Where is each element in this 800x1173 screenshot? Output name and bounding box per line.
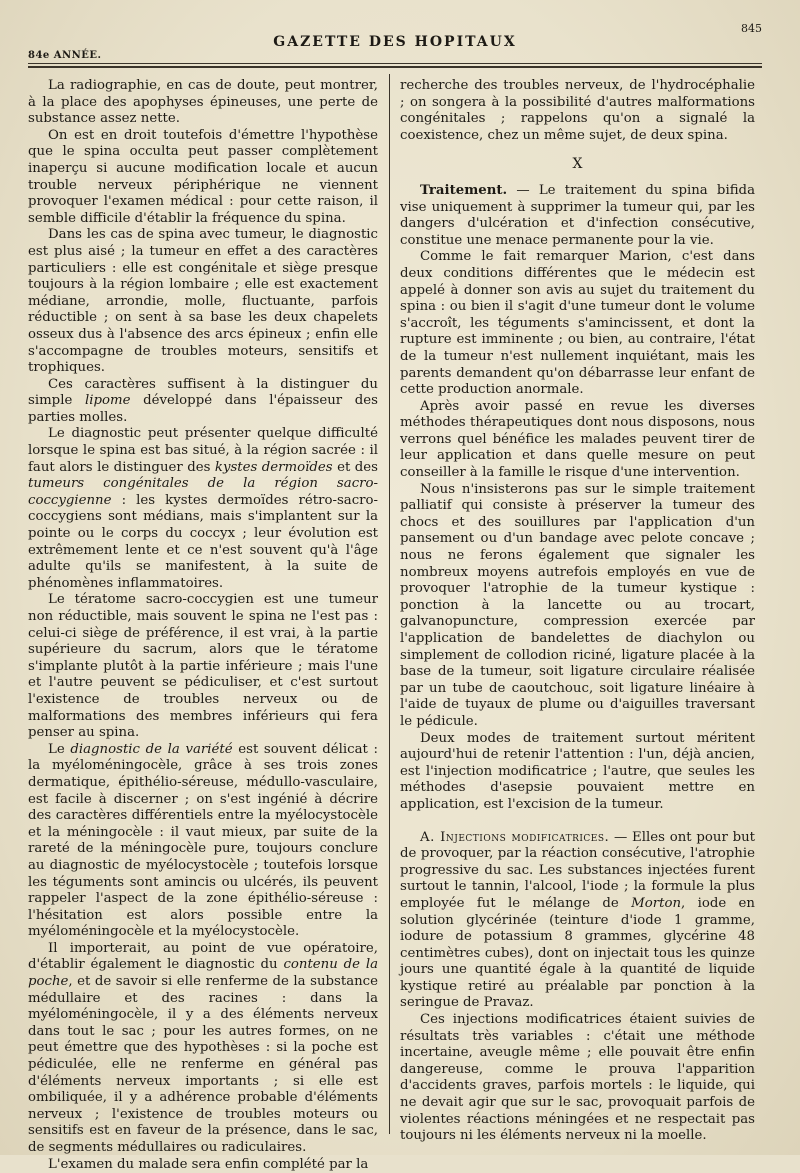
section-heading: Traitement.	[420, 182, 508, 198]
column-divider	[389, 74, 390, 1134]
right-column	[400, 78, 755, 1145]
text-run: — Elles ont pour but de provoquer, par la réaction consécutive, l'atrophie progressive du sac. Les substances injectées furent surtout le tannin, l'alcool, l'iode ; la formule la plus employée fut le mélange de	[400, 829, 755, 911]
paragraph: Nous n'insisterons pas sur le simple traitement palliatif qui consiste à préserver la tumeur des chocs et des souillures par l'application d'un pansement ou d'un bandage avec pelote concave ; nous ne ferons également que signaler les nombreux moyens autrefois employés en vue de provoquer l'atrophie de la tumeur kystique : ponction à la lancette ou au trocart, galvanopuncture, compression exercée par l'application de bandelettes de diachylon ou simplement de collodion riciné, ligature placée à la base de la tumeur, soit ligature circulaire réalisée par un tube de caoutchouc, soit ligature linéaire à l'aide de tuyaux de plume ou d'aiguilles traversant le pédicule.	[400, 481, 755, 729]
italic-term: kystes dermoïdes	[214, 459, 333, 475]
paragraph: Deux modes de traitement surtout méritent aujourd'hui de retenir l'attention : l'un, déjà ancien, est l'injection modificatrice ; l'autre, que seules les méthodes d'asepsie pouvaient mettre en application, est l'excision de la tumeur.	[400, 730, 755, 812]
text-run: Ces caractères suffisent à la distinguer du simple	[28, 376, 378, 409]
paragraph	[28, 941, 378, 1157]
paragraph	[28, 742, 378, 941]
paragraph: recherche des troubles nerveux, de l'hydrocéphalie ; on songera à la possibilité d'autres malformations congénitales ; rappelons qu'on a signalé la coexistence, chez un même sujet, de deux spina.	[400, 78, 755, 143]
paragraph: Le tératome sacro-coccygien est une tumeur non réductible, mais souvent le spina ne l'est pas : celui-ci siège de préférence, il est vrai, à la partie supérieure du sacrum, alors que le tératome s'implante plutôt à la partie inférieure ; mais l'une et l'autre peuvent se pédiculiser, et c'est surtout l'existence de troubles nerveux ou de malformations des membres inférieurs qui fera penser au spina.	[28, 592, 378, 741]
text-run: , et de savoir si elle renferme de la substance médullaire et des racines : dans la myéloméningocèle, il y a des éléments nerveux dans tout le sac ; pour les autres formes, on ne peut émettre que des hypothèses : si la poche est pédiculée, elle ne renferme en général pas d'éléments nerveux importants ; si elle est ombiliquée, il y a adhérence probable d'éléments nerveux ; l'existence de troubles moteurs ou sensitifs est en faveur de la présence, dans le sac, de segments médullaires ou radiculaires.	[28, 974, 378, 1155]
paragraph	[400, 830, 755, 1013]
paragraph	[400, 183, 755, 249]
paragraph	[28, 426, 378, 592]
subsection-heading: A. Injections modificatrices.	[420, 829, 610, 845]
paragraph: Comme le fait remarquer Marion, c'est dans deux conditions différentes que le médecin est appelé à donner son avis au sujet du traitement du spina : ou bien il s'agit d'une tumeur dont le volume s'accroît, les téguments s'amincissent, et dont la rupture est imminente ; ou bien, au contraire, l'état de la tumeur n'est nullement inquiétant, mais les parents demandent qu'on débarrasse leur enfant de cette production anormale.	[400, 249, 755, 398]
text-run: et des	[332, 459, 378, 475]
italic-term: tumeurs congénitales de la région sacro-coccygienne	[28, 476, 378, 508]
left-column	[28, 78, 378, 1173]
paragraph: La radiographie, en cas de doute, peut montrer, à la place des apophyses épineuses, une perte de substance assez nette.	[28, 78, 378, 127]
paragraph: On est en droit toutefois d'émettre l'hypothèse que le spina occulta peut passer complètement inaperçu si aucune modification locale et aucun trouble nerveux périphérique ne viennent provoquer l'examen médical : pour cette raison, il semble difficile d'établir la fréquence du spina.	[28, 127, 378, 226]
paragraph: L'examen du malade sera enfin complété par la	[48, 1156, 369, 1172]
italic-term: Morton	[631, 895, 682, 911]
text-run: Il importerait, au point de vue opératoire, d'établir également le diagnostic du	[28, 940, 378, 973]
header-rule-thick	[28, 66, 762, 68]
italic-term: diagnostic de la variété	[70, 741, 233, 757]
page-header	[28, 22, 762, 68]
text-run: : les kystes dermoïdes rétro-sacro-coccygiens sont médians, mais s'implantent sur la pointe ou le corps du coccyx ; leur évolution est extrêmement lente et ce n'est souvent qu'à l'âge adulte qu'ils se manifestent, à la suite de phénomènes inflammatoires.	[28, 492, 378, 591]
section-number: X	[572, 156, 583, 173]
header-rule	[28, 63, 762, 64]
journal-title: GAZETTE DES HOPITAUX	[273, 34, 517, 50]
paragraph: Dans les cas de spina avec tumeur, le diagnostic est plus aisé ; la tumeur en effet a des caractères particuliers : elle est congénitale et siège presque toujours à la région lombaire ; elle est exactement médiane, arrondie, molle, fluctuante, parfois réductible ; on sent à sa base les deux chapelets osseux dus à l'absence des arcs épineux ; enfin elle s'accompagne de troubles moteurs, sensitifs et trophiques.	[28, 227, 378, 376]
issue-year: 84e ANNÉE.	[28, 50, 102, 61]
page-number: 845	[741, 22, 762, 35]
text-run: Le	[48, 741, 71, 757]
italic-term: contenu de la poche	[28, 957, 378, 990]
text-run: développé dans l'épaisseur des parties molles.	[28, 393, 378, 425]
paragraph	[28, 377, 378, 427]
paragraph: Ces injections modificatrices étaient suivies de résultats très variables : c'était une méthode incertaine, aveugle même ; elle pouvait être enfin dangereuse, comme le prouva l'apparition d'accidents graves, parfois mortels : le liquide, qui ne devait agir que sur le sac, provoquait parfois de violentes réactions méningées et ne respectait pas toujours ni les éléments nerveux ni la moelle.	[400, 1012, 755, 1144]
italic-term: lipome	[84, 393, 131, 409]
paragraph-gap	[400, 814, 755, 830]
text-run: — Le traitement du spina bifida vise uniquement à supprimer la tumeur qui, par les dangers d'ulcération et d'infection consécutive, constitue une menace permanente pour la vie.	[400, 182, 755, 248]
paragraph: Après avoir passé en revue les diverses méthodes thérapeutiques dont nous disposons, nous verrons quel bénéfice les malades peuvent tirer de leur application et dans quelle mesure on peut conseiller à la famille le risque d'une intervention.	[400, 398, 755, 481]
text-run: est souvent délicat : la myéloméningocèle, grâce à ses trois zones dermatique, épithélio-séreuse, médullo-vasculaire, est facile à discerner ; on s'est ingénié à décrire des caractères différentiels entre la myélocystocèle et la méningocèle : il vaut mieux, par suite de la rareté de la méningocèle pure, toujours conclure au diagnostic de myélocystocèle ; toutefois lorsque les téguments sont amincis ou ulcérés, ils peuvent rappeler l'aspect de la zone épithélio-séreuse : l'hésitation est alors possible entre la myéloméningocèle et la myélocystocèle.	[28, 741, 378, 940]
text-run: , iode en solution glycérinée (teinture d'iode 1 gramme, iodure de potassium 8 grammes, glycérine 48 centimètres cubes), dont on injectait tous les quinze jours une quantité égale à la quantité de liquide kystique retiré au préalable par ponction à la seringue de Pravaz.	[400, 895, 755, 1011]
text-run: Le diagnostic peut présenter quelque difficulté lorsque le spina est bas situé, à la région sacrée : il faut alors le distinguer des	[28, 426, 378, 475]
